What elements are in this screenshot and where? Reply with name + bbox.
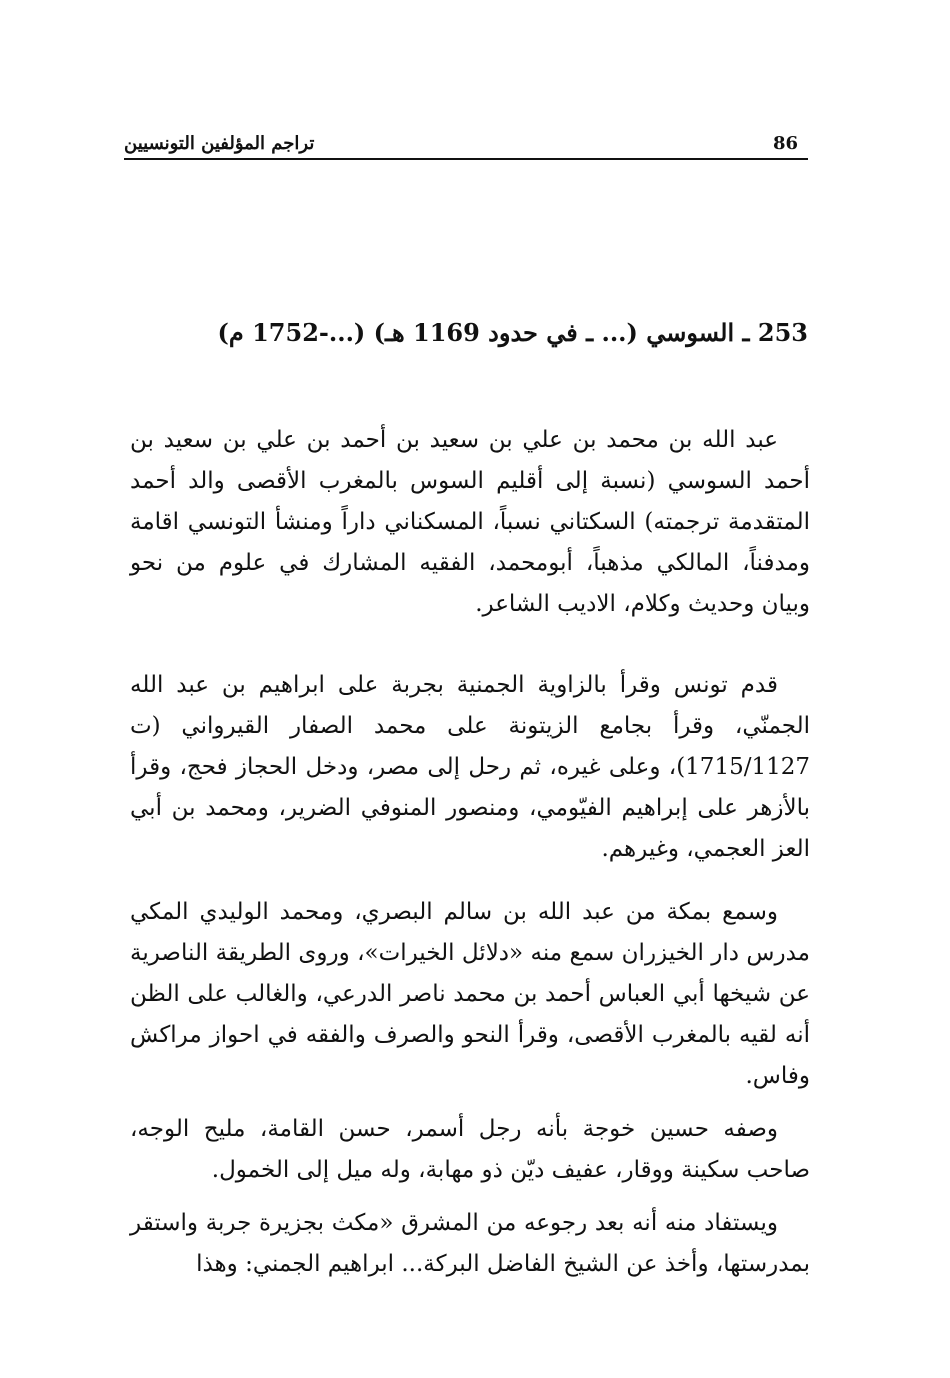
entry-heading: 253 ـ السوسي (... ـ في حدود 1169 هـ) (...-1752 م) <box>217 318 808 347</box>
entry-body <box>130 420 810 1285</box>
paragraph: قدم تونس وقرأ بالزاوية الجمنية بجربة على ابراهيم بن عبد الله الجمنّي، وقرأ بجامع الزيتونة على محمد الصفار القيرواني (ت 1715/1127)، وعلى غيره، ثم رحل إلى مصر، ودخل الحجاز فحج، وقرأ بالأزهر على إبراهيم الفيّومي، ومنصور المنوفي الضرير، ومحمد بن أبي العز العجمي، وغيرهم. <box>130 672 810 862</box>
running-header <box>124 126 808 160</box>
page-number: 86 <box>772 133 798 154</box>
paragraph: وسمع بمكة من عبد الله بن سالم البصري، ومحمد الوليدي المكي مدرس دار الخيزران سمع منه «دلائل الخيرات»، وروى الطريقة الناصرية عن شيخها أبي العباس أحمد بن محمد ناصر الدرعي، والغالب على الظن أنه لقيه بالمغرب الأقصى، وقرأ النحو والصرف والفقه في احواز مراكش وفاس. <box>130 899 810 1089</box>
book-title: تراجم المؤلفين التونسيين <box>124 133 315 154</box>
paragraph: ويستفاد منه أنه بعد رجوعه من المشرق «مكث بجزيرة جربة واستقر بمدرستها، وأخذ عن الشيخ الفاضل البركة... ابراهيم الجمني: وهذا <box>130 1210 810 1277</box>
paragraph: وصفه حسين خوجة بأنه رجل أسمر، حسن القامة، مليح الوجه، صاحب سكينة ووقار، عفيف ديّن ذو مهابة، وله ميل إلى الخمول. <box>130 1116 810 1183</box>
paragraph: عبد الله بن محمد بن علي بن سعيد بن أحمد بن علي بن سعيد بن أحمد السوسي (نسبة إلى أقليم السوس بالمغرب الأقصى والد أحمد المتقدمة ترجمته) السكتاني نسباً، المسكناني داراً ومنشأ التونسي اقامة ومدفناً، المالكي مذهباً، أبومحمد، الفقيه المشارك في علوم من نحو وبيان وحديث وكلام، الاديب الشاعر. <box>130 427 810 617</box>
